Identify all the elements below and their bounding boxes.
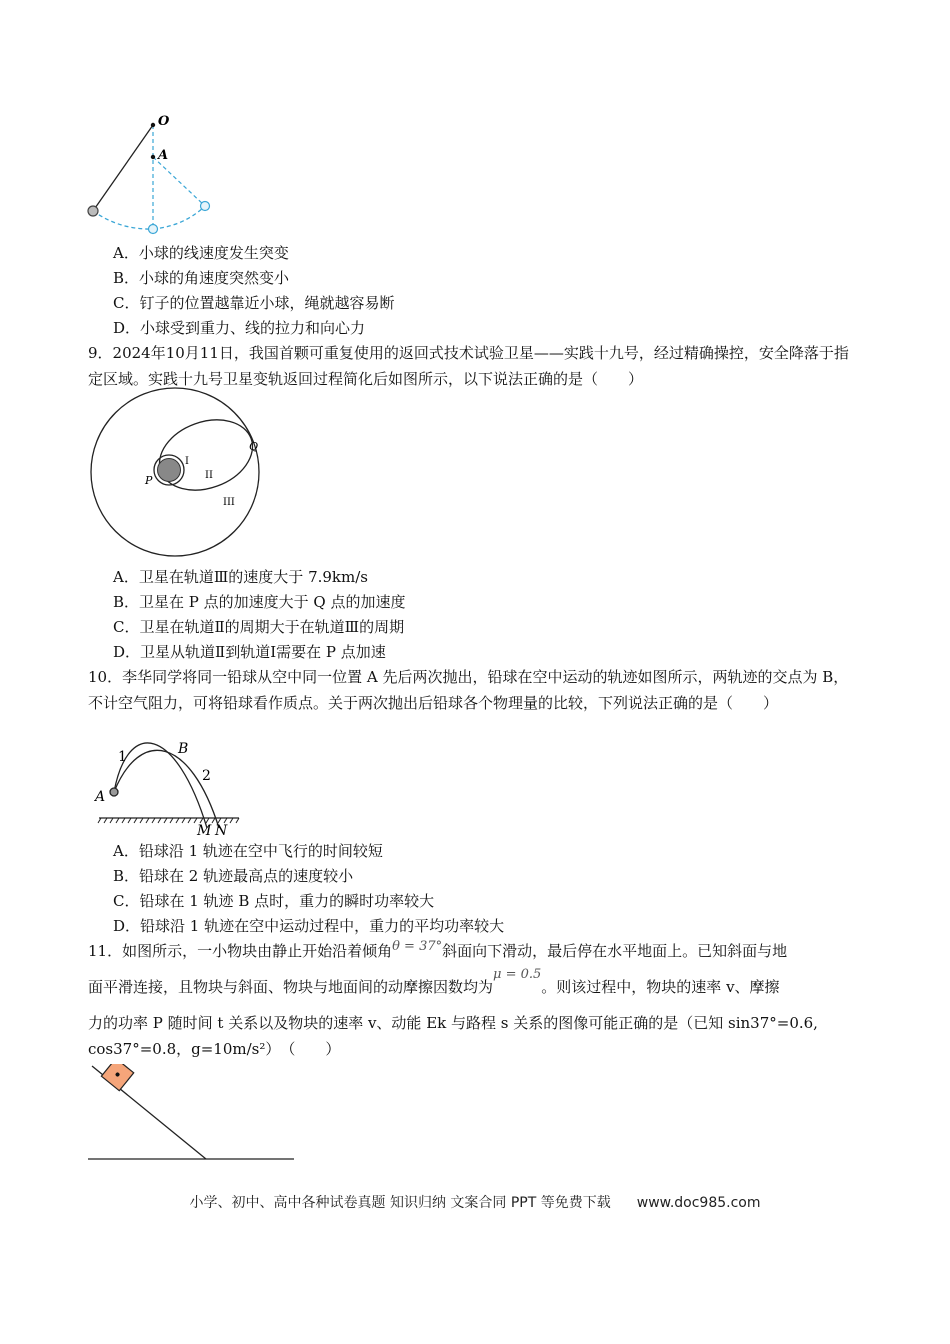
q11-text-2: 面平滑连接，且物块与斜面、物块与地面间的动摩擦因数均为 — [88, 978, 494, 996]
label-2: 2 — [202, 768, 211, 784]
block — [101, 1064, 133, 1091]
pendulum-string — [93, 125, 153, 211]
q9-stem: 9．2024年10月11日，我国首颗可重复使用的返回式技术试验卫星——实践十九号，经过精确操控，安全降落于指定区域。实践十九号卫星变轨返回过程简化后如图所示，以下说法正确的是（ ） — [88, 344, 849, 388]
label-1: 1 — [118, 749, 127, 765]
label-B: B — [178, 741, 189, 757]
label-A: A — [95, 789, 106, 805]
q10-option-c: C．铅球在 1 轨迹 B 点时，重力的瞬时功率较大 — [113, 892, 435, 910]
q11-line-3: 力的功率 P 随时间 t 关系以及物块的速率 v、动能 Ek 与路程 s 关系的图像可能正确的是（已知 sin37°=0.6, — [88, 1014, 818, 1032]
q11-line-4: cos37°=0.8，g=10m/s²） （ ） — [88, 1040, 341, 1058]
q8-option-d: D．小球受到重力、线的拉力和向心力 — [113, 319, 366, 337]
q9-option-b: B．卫星在 P 点的加速度大于 Q 点的加速度 — [113, 593, 406, 611]
nail-A — [151, 155, 155, 159]
theta-formula: θ = 37° — [392, 939, 443, 954]
ball-end — [201, 202, 210, 211]
q10-stem: 10．李华同学将同一铅球从空中同一位置 A 先后两次抛出，铅球在空中运动的轨迹如图所示，两轨迹的交点为 B，不计空气阻力，可将铅球看作质点。关于两次抛出后铅球各个物理量的比较，下列说法正确的是（ ） — [88, 668, 849, 712]
footer-url[interactable]: www.doc985.com — [636, 1195, 761, 1211]
q11-text-2b: 。则该过程中，物块的速率 v、摩擦 — [541, 978, 780, 996]
mu-formula: μ = 0.5 — [493, 967, 542, 982]
incline-figure — [86, 1064, 298, 1164]
earth — [158, 459, 181, 482]
q10-option-d: D．铅球沿 1 轨迹在空中运动过程中，重力的平均功率较大 — [113, 917, 505, 935]
swing-arc-large — [93, 211, 153, 229]
orbit-figure — [86, 386, 266, 562]
ball-start — [88, 206, 98, 216]
trajectory-1 — [114, 743, 207, 828]
pendulum-figure — [80, 112, 220, 240]
q11-line-1 — [88, 941, 787, 963]
q9-option-c: C．卫星在轨道Ⅱ的周期大于在轨道Ⅲ的周期 — [113, 618, 405, 636]
label-O: O — [158, 114, 170, 129]
swing-arc-small — [153, 206, 205, 229]
label-Q: Q — [249, 440, 259, 453]
ball-A — [110, 788, 118, 796]
label-P: P — [145, 474, 153, 487]
footer — [0, 1192, 950, 1212]
label-orbit-III: III — [223, 497, 235, 508]
short-string-dashed — [153, 157, 205, 206]
trajectory-figure — [94, 736, 244, 838]
ball-bottom — [149, 225, 158, 234]
q11-text-1b: 斜面向下滑动，最后停在水平地面上。已知斜面与地 — [442, 942, 788, 960]
q9-option-d: D．卫星从轨道Ⅱ到轨道Ⅰ需要在 P 点加速 — [113, 643, 386, 661]
q8-option-a: A．小球的线速度发生突变 — [113, 244, 289, 262]
q10-option-a: A．铅球沿 1 轨迹在空中飞行的时间较短 — [113, 842, 383, 860]
q8-option-c: C．钉子的位置越靠近小球，绳就越容易断 — [113, 294, 395, 312]
q11-text-1: 11．如图所示，一小物块由静止开始沿着倾角 — [88, 942, 393, 960]
footer-text: 小学、初中、高中各种试卷真题 知识归纳 文案合同 PPT 等免费下载 — [189, 1195, 611, 1211]
label-orbit-I: I — [185, 456, 189, 467]
label-A: A — [158, 148, 169, 163]
label-M: M — [197, 823, 212, 838]
q11-line-2 — [88, 967, 780, 999]
point-O — [151, 123, 155, 127]
q8-option-b: B．小球的角速度突然变小 — [113, 269, 290, 287]
q10-option-b: B．铅球在 2 轨迹最高点的速度较小 — [113, 867, 354, 885]
label-N: N — [215, 823, 228, 838]
label-orbit-II: II — [205, 470, 213, 481]
q9-option-a: A．卫星在轨道Ⅲ的速度大于 7.9km/s — [113, 568, 368, 586]
